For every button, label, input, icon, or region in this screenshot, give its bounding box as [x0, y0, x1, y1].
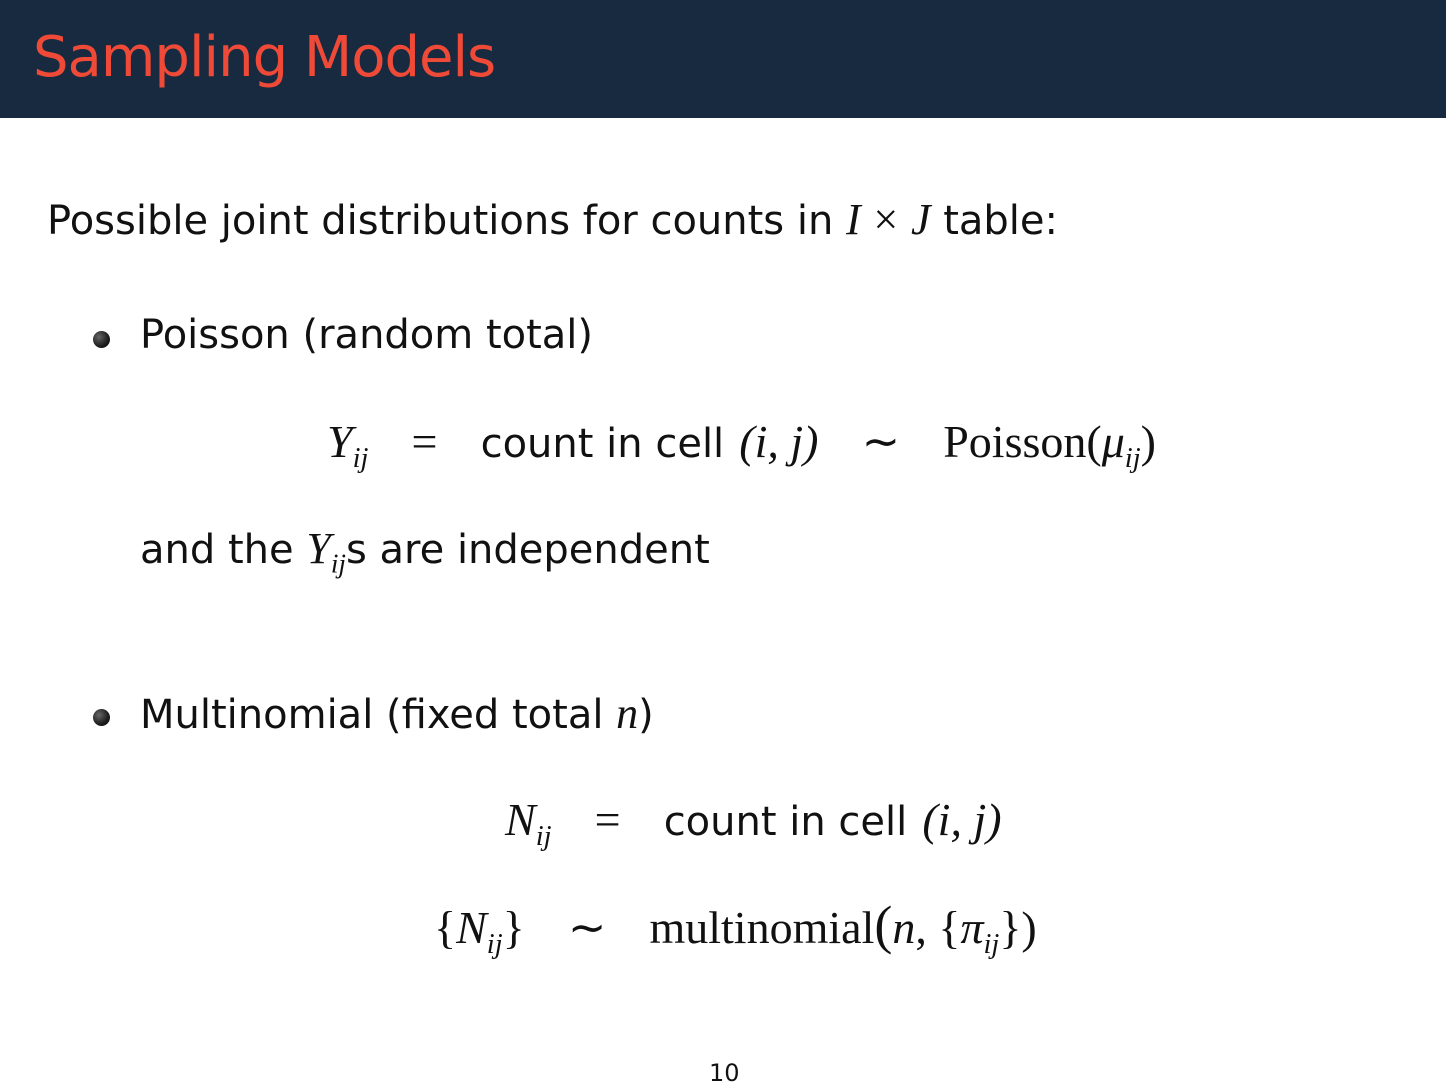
slide-title: Sampling Models: [33, 25, 496, 90]
poisson-equation: [327, 416, 1156, 474]
intro-text: Possible joint distributions for counts in: [47, 198, 834, 244]
multinomial-cell: (i, j): [922, 794, 1002, 845]
multinomial-sim: ∼: [567, 902, 607, 953]
poisson-equals: =: [411, 416, 438, 467]
intro-var-j: J: [910, 195, 931, 244]
bullet-1-label: Poisson (random total): [140, 312, 594, 358]
multinomial-equation-2: [434, 895, 1037, 960]
multinomial-rhs: multinomial(n, $\{\pi_{ij}\}$): [649, 895, 1037, 960]
n-ij-set: $\{N_{ij}\}$: [434, 902, 525, 960]
poisson-rhs: $Poisson(\mu_{ij})$: [943, 416, 1156, 474]
intro-var-i: I: [846, 195, 861, 244]
multinomial-equation-1: [505, 794, 1002, 852]
intro-line: [47, 195, 1059, 244]
bullet-1-dot: [93, 331, 110, 348]
page-number: 10: [709, 1059, 740, 1087]
note-var: $Y_{ij}$: [306, 524, 346, 579]
intro-times: ×: [873, 195, 899, 244]
multinomial-count-text: count in cell: [663, 799, 908, 845]
poisson-lhs: $Y_{ij}$: [327, 416, 369, 474]
n-ij-lhs: $N_{ij}$: [505, 794, 552, 852]
poisson-sim: ∼: [861, 416, 901, 467]
independence-note: and the $Y_{ij}s$ are independent: [140, 524, 710, 579]
poisson-count-text: count in cell: [480, 421, 725, 467]
slide-header: [0, 0, 1446, 118]
bullet-2-label: Multinomial (fixed total n): [140, 689, 654, 738]
multinomial-equals: =: [594, 794, 621, 845]
intro-suffix: table:: [943, 198, 1059, 244]
bullet-2-dot: [93, 709, 110, 726]
poisson-cell: (i, j): [739, 416, 819, 467]
